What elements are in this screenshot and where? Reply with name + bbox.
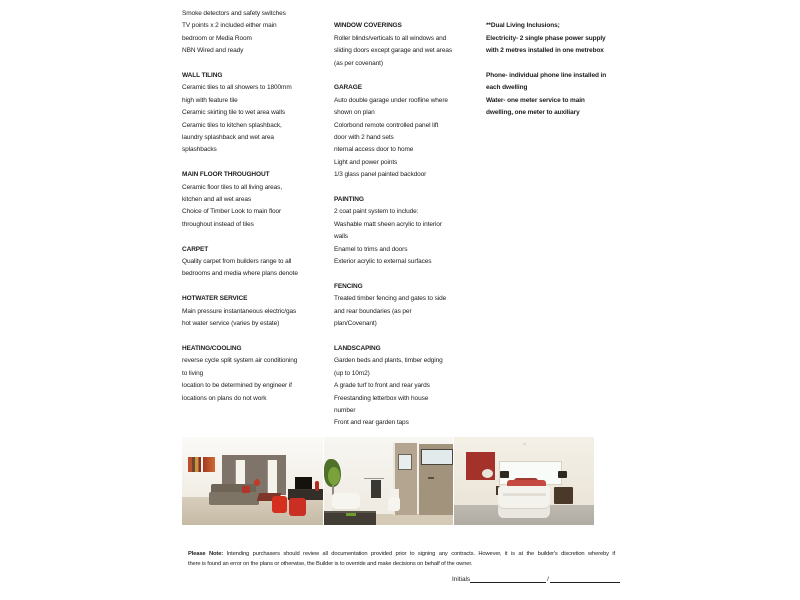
toilet	[388, 497, 400, 511]
shower-fixture	[428, 477, 434, 479]
window	[398, 454, 412, 470]
spec-section-intro	[486, 20, 618, 57]
spec-section-carpet	[182, 244, 330, 281]
spec-line: TV points x 2 included either main	[182, 22, 277, 30]
disclaimer-text: Intending purchasers should review all documentation provided prior to signing any contracts. However, it is at the builder's discretion whereby if	[226, 551, 615, 557]
section-heading: HOTWATER SERVICE	[182, 295, 248, 303]
spec-line: nternal access door to home	[334, 146, 414, 154]
wall-art	[482, 469, 493, 478]
spec-line: Garden beds and plants, timber edging	[334, 357, 443, 365]
spec-line: laundry splashback and wet area	[182, 134, 274, 142]
spec-section-fencing	[334, 281, 482, 331]
red-ottoman	[289, 498, 306, 516]
flowers	[254, 479, 260, 486]
plant	[328, 467, 340, 485]
bed	[498, 486, 550, 518]
bed-runner	[503, 493, 546, 496]
disclaimer-line: there is found an error on the plans or otherwise, the Builder is to override and make decisions on behalf of the owner.	[188, 561, 473, 568]
spec-section-intro	[486, 70, 618, 120]
bedside-table	[554, 487, 573, 504]
section-heading: WINDOW COVERINGS	[334, 22, 402, 30]
spec-line: Freestanding letterbox with house	[334, 394, 429, 402]
wall-art	[188, 457, 201, 472]
cushion	[242, 486, 250, 493]
tv	[295, 477, 312, 490]
spec-line: each dwelling	[486, 84, 528, 92]
spec-line: Ceramic tiles to all showers to 1800mm	[182, 84, 292, 92]
section-heading: LANDSCAPING	[334, 344, 381, 352]
spec-line: dwelling, one meter to auxiliary	[486, 109, 580, 117]
spec-line: Quality carpet from builders range to all	[182, 258, 292, 266]
section-heading: GARAGE	[334, 84, 362, 92]
spec-line: shown on plan	[334, 109, 375, 117]
spec-section-landscaping	[334, 343, 482, 430]
section-heading: WALL TILING	[182, 72, 223, 80]
spec-column-right-dual-living	[486, 8, 618, 120]
red-ottoman	[272, 496, 287, 513]
spec-line: splashbacks	[182, 146, 217, 154]
spec-line: plan/Covenant)	[334, 320, 377, 328]
spec-section-painting	[334, 194, 482, 268]
bathroom-photo	[324, 437, 453, 525]
spec-column-left	[182, 8, 330, 405]
spec-line: Light and power points	[334, 158, 398, 166]
spec-line: **Dual Living Inclusions;	[486, 22, 560, 30]
spec-line: location to be determined by engineer if	[182, 382, 292, 390]
spec-line: Electricity- 2 single phase power supply	[486, 34, 606, 42]
spec-line: Main pressure instantaneous electric/gas	[182, 307, 297, 315]
spec-line: Phone- individual phone line installed in	[486, 72, 607, 79]
spec-line: Smoke detectors and safety switches	[182, 10, 286, 17]
spec-line: 1/3 glass panel painted backdoor	[334, 171, 427, 179]
spec-line: Choice of Timber Look to main floor	[182, 208, 282, 216]
spec-line: and rear boundaries (as per	[334, 307, 412, 315]
signature-line	[550, 574, 620, 583]
initials-separator: /	[547, 576, 549, 583]
spec-line: (up to 10m2)	[334, 369, 370, 377]
spec-line: Ceramic tiles to kitchen splashback,	[182, 121, 282, 129]
bedside-lamp	[558, 471, 567, 478]
spec-line: hot water service (varies by estate)	[182, 320, 280, 328]
sofa	[209, 492, 259, 505]
spec-column-middle	[334, 8, 482, 430]
spec-line: Washable matt sheen acrylic to interior	[334, 220, 442, 228]
photo-strip	[182, 437, 594, 525]
spec-line: Water- one meter service to main	[486, 96, 585, 104]
spec-line: reverse cycle split system air conditioning	[182, 357, 298, 365]
spec-line: locations on plans do not work	[182, 394, 267, 402]
bedroom-photo	[454, 437, 594, 525]
towel	[371, 480, 381, 498]
spec-section-hotwater-service	[182, 293, 330, 330]
spec-line: Colorbond remote controlled panel lift	[334, 121, 439, 129]
spec-line: with 2 metres installed in one metrebox	[486, 47, 604, 55]
towels	[332, 493, 360, 509]
spec-line: to living	[182, 369, 204, 377]
spec-line: bedroom or Media Room	[182, 34, 252, 42]
spec-line: NBN Wired and ready	[182, 47, 244, 55]
soap-dish	[346, 513, 356, 516]
section-heading: FENCING	[334, 282, 363, 290]
vase	[315, 481, 319, 491]
initials-line	[452, 574, 620, 585]
disclaimer-note	[188, 549, 615, 570]
spec-line: kitchen and all wet areas	[182, 196, 252, 204]
spec-line: A grade turf to front and rear yards	[334, 382, 430, 390]
spec-section-intro	[182, 8, 330, 58]
spec-section-heating-cooling	[182, 343, 330, 405]
spec-line: throughout instead of tiles	[182, 220, 254, 228]
towel-rail	[364, 478, 384, 479]
spec-section-wall-tiling	[182, 70, 330, 157]
spec-section-garage	[334, 82, 482, 181]
spec-line: Auto double garage under roofline where	[334, 96, 448, 104]
spec-line: bedrooms and media where plans denote	[182, 270, 298, 278]
spec-line: Enamel to trims and doors	[334, 245, 408, 253]
spec-line: sliding doors except garage and wet areas	[334, 47, 453, 55]
spec-line: Treated timber fencing and gates to side	[334, 295, 447, 303]
spec-line: Ceramic skirting tile to wet area walls	[182, 109, 286, 117]
spec-line: Ceramic floor tiles to all living areas,	[182, 183, 283, 191]
spec-line: 2 coat paint system to include:	[334, 208, 419, 216]
spec-line: Front and rear garden taps	[334, 419, 409, 427]
bedside-lamp	[500, 471, 509, 478]
spec-section-window-coverings	[334, 20, 482, 70]
window	[421, 449, 453, 465]
spec-line: walls	[334, 233, 348, 241]
disclaimer-label: Please Note:	[188, 551, 224, 557]
spec-line: Exterior acrylic to external surfaces	[334, 258, 432, 266]
signature-line	[470, 574, 546, 583]
disclaimer-line	[188, 549, 615, 559]
living-room-photo	[182, 437, 323, 525]
spec-section-main-floor-throughout	[182, 169, 330, 231]
section-heading: PAINTING	[334, 196, 364, 204]
section-heading: MAIN FLOOR THROUGHOUT	[182, 171, 270, 179]
spec-line: high with feature tile	[182, 96, 238, 104]
wall-art	[203, 457, 215, 472]
spec-line: Roller blinds/verticals to all windows and	[334, 34, 447, 42]
doorway	[267, 460, 277, 493]
spec-line: (as per covenant)	[334, 59, 383, 67]
spec-line: number	[334, 406, 356, 414]
section-heading: CARPET	[182, 245, 209, 253]
spec-line: door with 2 hand sets	[334, 134, 394, 142]
section-heading: HEATING/COOLING	[182, 344, 242, 352]
initials-label: Initials	[452, 576, 471, 583]
downlight	[523, 443, 526, 445]
